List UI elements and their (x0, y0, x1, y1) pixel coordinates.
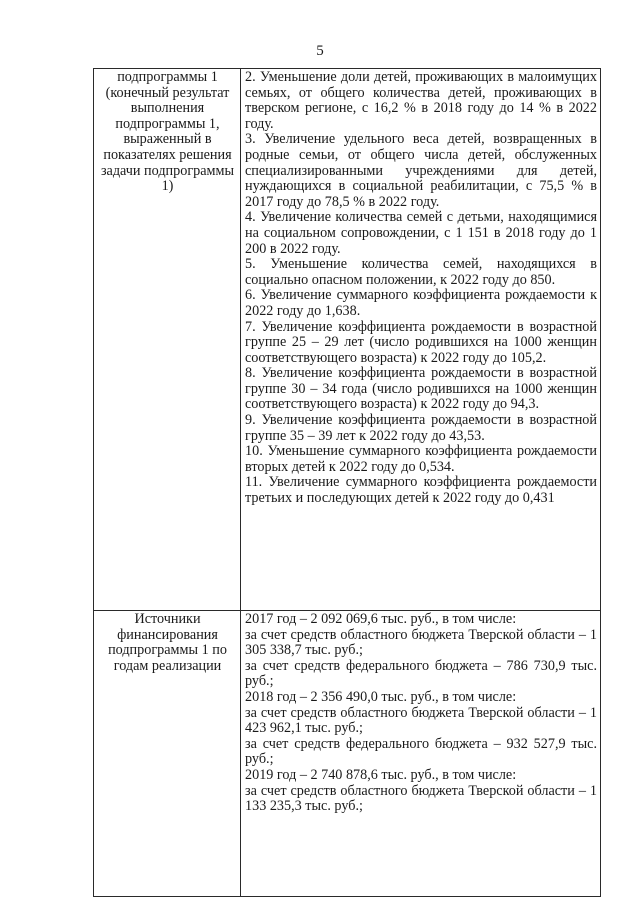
funding-item: 2017 год – 2 092 069,6 тыс. руб., в том числе: (245, 611, 517, 627)
funding-item: за счет средств областного бюджета Тверской области – 1 133 235,3 тыс. руб.; (245, 782, 597, 815)
row-label: Источники финансирования подпрограммы 1 по годам реализации (94, 611, 241, 897)
row-label: подпрограммы 1 (конечный результат выполнения подпрограммы 1, выраженный в показателях решения задачи подпрограммы 1) (94, 69, 241, 611)
funding-item: 2019 год – 2 740 878,6 тыс. руб., в том числе: (245, 766, 517, 783)
result-item: 8. Увеличение коэффициента рождаемости в возрастной группе 30 – 34 года (число родившихся на 1000 женщин соответствующего возраста) к 2022 году до 94,3. (245, 365, 597, 413)
result-item: 9. Увеличение коэффициента рождаемости в возрастной группе 35 – 39 лет к 2022 году до 43,53. (245, 412, 597, 444)
funding-item: за счет средств федерального бюджета – 786 730,9 тыс. руб.; (245, 657, 597, 690)
result-item: 11. Увеличение суммарного коэффициента рождаемости третьих и последующих детей к 2022 году до 0,431 (245, 474, 597, 507)
row-content (241, 611, 601, 897)
table-row (94, 69, 601, 611)
result-item: 4. Увеличение количества семей с детьми, находящимися на социальном сопровождении, с 1 151 в 2018 году до 1 200 в 2022 году. (245, 209, 597, 257)
funding-item: за счет средств федерального бюджета – 932 527,9 тыс. руб.; (245, 735, 597, 768)
table-row (94, 611, 601, 897)
row-content (241, 69, 601, 611)
result-item: 10. Уменьшение суммарного коэффициента рождаемости вторых детей к 2022 году до 0,534. (245, 443, 597, 475)
funding-item: 2018 год – 2 356 490,0 тыс. руб., в том числе: (245, 688, 517, 705)
result-item: 5. Уменьшение количества семей, находящихся в социально опасном положении, к 2022 году до 850. (245, 256, 597, 288)
result-item: 2. Уменьшение доли детей, проживающих в малоимущих семьях, от общего количества детей, проживающих в тверском регионе, с 16,2 % в 2018 году до 14 % в 2022 году. (245, 69, 597, 132)
result-item: 3. Увеличение удельного веса детей, возвращенных в родные семьи, от общего числа детей, обслуженных специализированными учреждениями для детей, нуждающихся в социальной реабилитации, с 75,5 % в 2017 году до 78,5 % в 2022 году. (245, 131, 597, 210)
result-item: 7. Увеличение коэффициента рождаемости в возрастной группе 25 – 29 лет (число родившихся на 1000 женщин соответствующего возраста) к 2022 году до 105,2. (245, 318, 597, 366)
program-passport-table (93, 68, 601, 897)
funding-item: за счет средств областного бюджета Тверской области – 1 423 962,1 тыс. руб.; (245, 704, 597, 737)
page-number: 5 (316, 43, 324, 59)
result-item: 6. Увеличение суммарного коэффициента рождаемости к 2022 году до 1,638. (245, 287, 597, 319)
funding-item: за счет средств областного бюджета Тверской области – 1 305 338,7 тыс. руб.; (245, 626, 597, 659)
